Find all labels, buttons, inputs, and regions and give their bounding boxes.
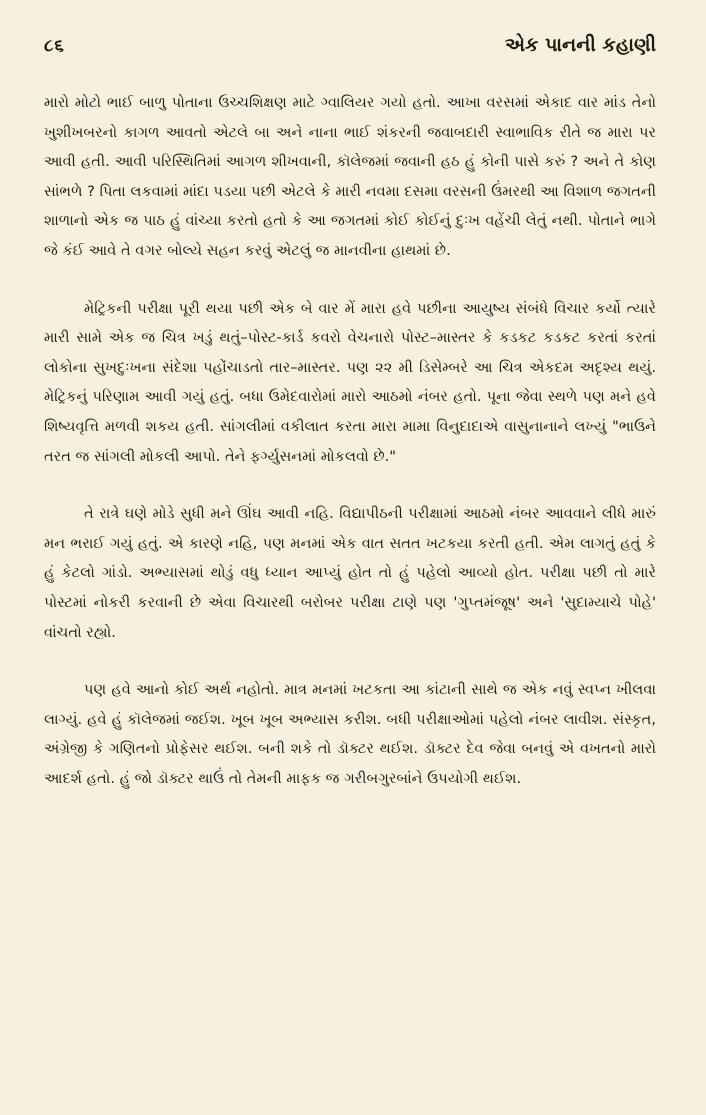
body-text — [44, 88, 656, 793]
running-title: એક પાનની કહાણી — [505, 34, 656, 56]
page-header — [44, 34, 656, 78]
paragraph-2: મેટ્રિકની પરીક્ષા પૂરી થયા પછી એક બે વાર મેં મારા હવે પછીના આયુષ્ય સંબંધે વિચાર કર્યો ત્યારે મારી સામે એક જ ચિત્ર ખડું થતું–પોસ્ટ-કાર્ડ કવરો વેચનારો પોસ્ટ–માસ્તર કે કડકટ કડકટ કરતાં કરતાં લોકોના સુખદુઃખના સંદેશા પહોંચાડતો તાર–માસ્તર. પણ ૨૨ મી ડિસેમ્બરે આ ચિત્ર એકદમ અદૃશ્ય થયું. મેટ્રિકનું પરિણામ આવી ગયું હતું. બધા ઉમેદવારોમાં મારો આઠમો નંબર હતો. પૂના જેવા સ્થળે પણ મને હવે શિષ્યવૃત્તિ મળવી શકય હતી. સાંગલીમાં વકીલાત કરતા મારા મામા વિનુદાદાએ વાસુનાનાને લખ્યું "ભાઉને તરત જ સાંગલી મોકલી આપો. તેને ફર્ગ્યુસનમાં મોકલવો છે." — [44, 299, 656, 465]
paragraph-3: તે રાત્રે ઘણે મોડે સુધી મને ઊંઘ આવી નહિ. વિદ્યાપીઠની પરીક્ષામાં આઠમો નંબર આવવાને લીધે મારું મન ભરાઈ ગયું હતું. એ કારણે નહિ, પણ મનમાં એક વાત સતત ખટકયા કરતી હતી. એમ લાગતું હતું કે હું કેટલો ગાંડો. અભ્યાસમાં થોડું વધુ ધ્યાન આપ્યું હોત તો હું પહેલો આવ્યો હોત. પરીક્ષા પછી તો મારે પોસ્ટમાં નોકરી કરવાની છે એવા વિચારથી બરોબર પરીક્ષા ટાણે પણ 'ગુપ્તમંજૂષ' અને 'સુદામ્યાચે પોહે' વાંચતો રહ્યો. — [44, 505, 656, 641]
paragraph-4: પણ હવે આનો કોઈ અર્થ નહોતો. માત્ર મનમાં ખટકતા આ કાંટાની સાથે જ એક નવું સ્વપ્ન ખીલવા લાગ્યું. હવે હું કૉલેજમાં જઈશ. ખૂબ ખૂબ અભ્યાસ કરીશ. બધી પરીક્ષાઓમાં પહેલો નંબર લાવીશ. સંસ્કૃત, અંગ્રેજી કે ગણિતનો પ્રોફેસર થઈશ. બની શકે તો ડૉક્ટર થઈશ. ડૉક્ટર દેવ જેવા બનવું એ વખતનો મારો આદર્શ હતો. હું જો ડૉક્ટર થાઉં તો તેમની માફક જ ગરીબગુરબાંને ઉપયોગી થઈશ. — [44, 681, 656, 787]
paragraph-1: મારો મોટો ભાઈ બાળુ પોતાના ઉચ્ચશિક્ષણ માટે ગ્વાલિયર ગયો હતો. આખા વરસમાં એકાદ વાર માંડ તેનો ખુશીખબરનો કાગળ આવતો એટલે બા અને નાના ભાઈ શંકરની જવાબદારી સ્વાભાવિક રીતે જ મારા પર આવી હતી. આવી પરિસ્થિતિમાં આગળ શીખવાની, કૉલેજમાં જવાની હઠ હું કોની પાસે કરું ? અને તે કોણ સાંભળે ? પિતા લકવામાં માંદા પડયા પછી એટલે કે મારી નવમા દસમા વરસની ઉંમરથી આ વિશાળ જગતની શાળાનો એક જ પાઠ હું વાંચ્યા કરતો હતો કે આ જગતમાં કોઈ કોઈનું દુઃખ વહેંચી લેતું નથી. પોતાને ભાગે જે કંઈ આવે તે વગર બોલ્યે સહન કરવું એટલું જ માનવીના હાથમાં છે. — [44, 94, 656, 259]
page-number: ૮૬ — [44, 36, 65, 56]
